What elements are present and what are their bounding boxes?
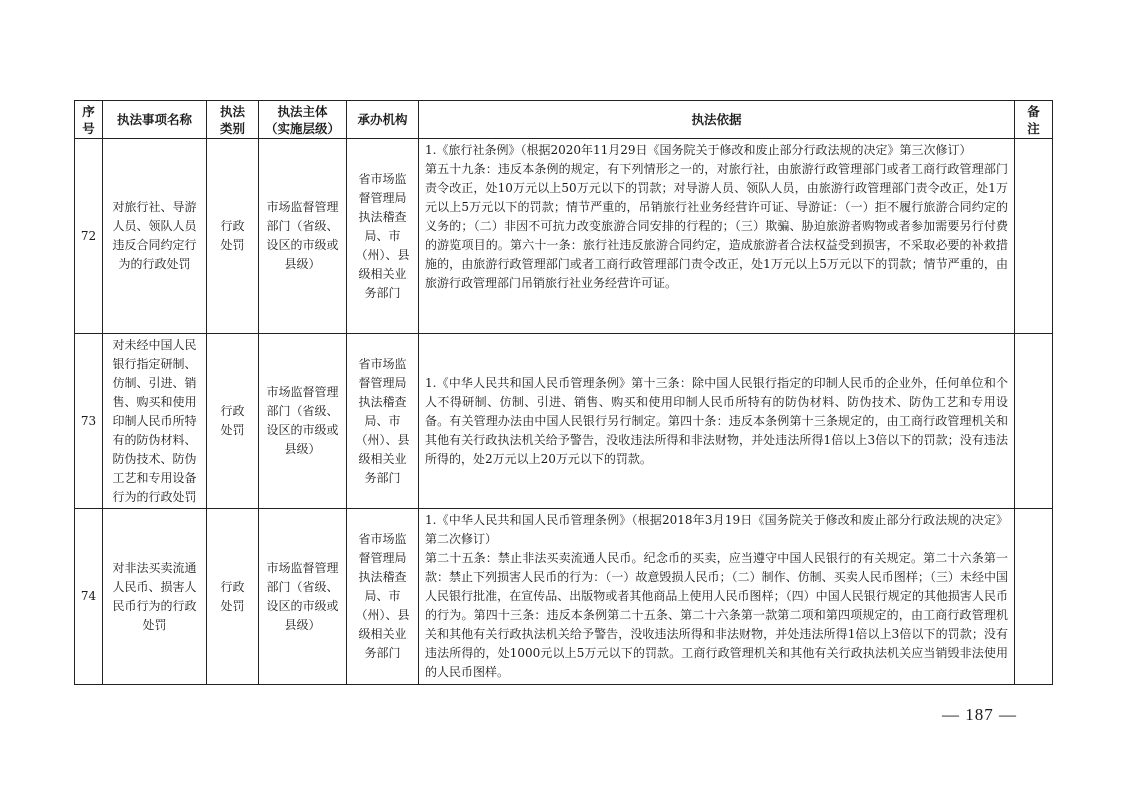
- header-subject-line1: 执法主体: [277, 103, 328, 119]
- row-note: [1015, 334, 1053, 509]
- header-subject-line2: （实施层级）: [264, 120, 340, 136]
- page-number: — 187 —: [942, 705, 1017, 724]
- basis-paragraph: 1.《中华人民共和国人民币管理条例》（根据2018年3月19日《国务院关于修改和废止部分行政法规的决定》第二次修订）: [425, 513, 1008, 546]
- table-row: [75, 139, 1053, 334]
- row-agency: 省市场监督管理局执法稽查局、市（州）、县级相关业务部门: [347, 139, 419, 334]
- table-row: [75, 334, 1053, 509]
- row-category: 行政处罚: [207, 509, 259, 685]
- table-row: [75, 509, 1053, 685]
- table-header-row: [75, 101, 1053, 139]
- enforcement-items-table: [74, 100, 1053, 685]
- header-seq: 序号: [75, 101, 103, 139]
- row-basis: [419, 139, 1015, 334]
- row-subject: 市场监督管理部门（省级、设区的市级或县级）: [259, 334, 347, 509]
- row-agency: 省市场监督管理局执法稽查局、市（州）、县级相关业务部门: [347, 334, 419, 509]
- header-category: 执法类别: [207, 101, 259, 139]
- row-note: [1015, 509, 1053, 685]
- row-item-name: 对非法买卖流通人民币、损害人民币行为的行政处罚: [103, 509, 207, 685]
- row-agency: 省市场监督管理局执法稽查局、市（州）、县级相关业务部门: [347, 509, 419, 685]
- row-category: 行政处罚: [207, 334, 259, 509]
- row-seq: 73: [75, 334, 103, 509]
- basis-paragraph: 第五十九条：违反本条例的规定，有下列情形之一的，对旅行社，由旅游行政管理部门或者工商行政管理部门责令改正，处10万元以上50万元以下的罚款；对导游人员、领队人员，由旅游行政管理部门责令改正，处1万元以上5万元以下的罚款；情节严重的，吊销旅行社业务经营许可证、导游证：（一）拒不履行旅游合同约定的义务的；（二）非因不可抗力改变旅游合同安排的行程的；（三）欺骗、胁迫旅游者购物或者参加需要另行付费的游览项目的。第六十一条：旅行社违反旅游合同约定，造成旅游者合法权益受到损害，不采取必要的补救措施的，由旅游行政管理部门或者工商行政管理部门责令改正，处1万元以上5万元以下的罚款；情节严重的，由旅游行政管理部门吊销旅行社业务经营许可证。: [425, 162, 1008, 290]
- basis-paragraph: 1.《中华人民共和国人民币管理条例》第十三条：除中国人民银行指定的印制人民币的企业外，任何单位和个人不得研制、仿制、引进、销售、购买和使用印制人民币所特有的防伪材料、防伪技术、防伪工艺和专用设备。有关管理办法由中国人民银行另行制定。第四十条：违反本条例第十三条规定的，由工商行政管理机关和其他有关行政执法机关给予警告，没收违法所得和非法财物，并处违法所得1倍以上3倍以下的罚款；没有违法所得的，处2万元以上20万元以下的罚款。: [425, 375, 1008, 466]
- header-item-name: 执法事项名称: [103, 101, 207, 139]
- row-note: [1015, 139, 1053, 334]
- row-seq: 74: [75, 509, 103, 685]
- row-item-name: 对旅行社、导游人员、领队人员违反合同约定行为的行政处罚: [103, 139, 207, 334]
- basis-paragraph: 1.《旅行社条例》（根据2020年11月29日《国务院关于修改和废止部分行政法规的决定》第三次修订）: [425, 143, 972, 157]
- row-basis: [419, 334, 1015, 509]
- header-subject: [259, 101, 347, 139]
- header-agency: 承办机构: [347, 101, 419, 139]
- basis-paragraph: 第二十五条：禁止非法买卖流通人民币。纪念币的买卖，应当遵守中国人民银行的有关规定。第二十六条第一款：禁止下列损害人民币的行为：（一）故意毁损人民币；（二）制作、仿制、买卖人民币图样；（三）未经中国人民银行批准，在宣传品、出版物或者其他商品上使用人民币图样；（四）中国人民银行规定的其他损害人民币的行为。第四十三条：违反本条例第二十五条、第二十六条第一款第二项和第四项规定的，由工商行政管理机关和其他有关行政执法机关给予警告，没收违法所得和非法财物，并处违法所得1倍以上3倍以下的罚款；没有违法所得的，处1000元以上5万元以下的罚款。工商行政管理机关和其他有关行政执法机关应当销毁非法使用的人民币图样。: [425, 551, 1008, 679]
- row-basis: [419, 509, 1015, 685]
- row-subject: 市场监督管理部门（省级、设区的市级或县级）: [259, 509, 347, 685]
- row-subject: 市场监督管理部门（省级、设区的市级或县级）: [259, 139, 347, 334]
- row-item-name: 对未经中国人民银行指定研制、仿制、引进、销售、购买和使用印制人民币所特有的防伪材料、防伪技术、防伪工艺和专用设备行为的行政处罚: [103, 334, 207, 509]
- row-seq: 72: [75, 139, 103, 334]
- row-category: 行政处罚: [207, 139, 259, 334]
- header-basis: 执法依据: [419, 101, 1015, 139]
- header-note: 备注: [1015, 101, 1053, 139]
